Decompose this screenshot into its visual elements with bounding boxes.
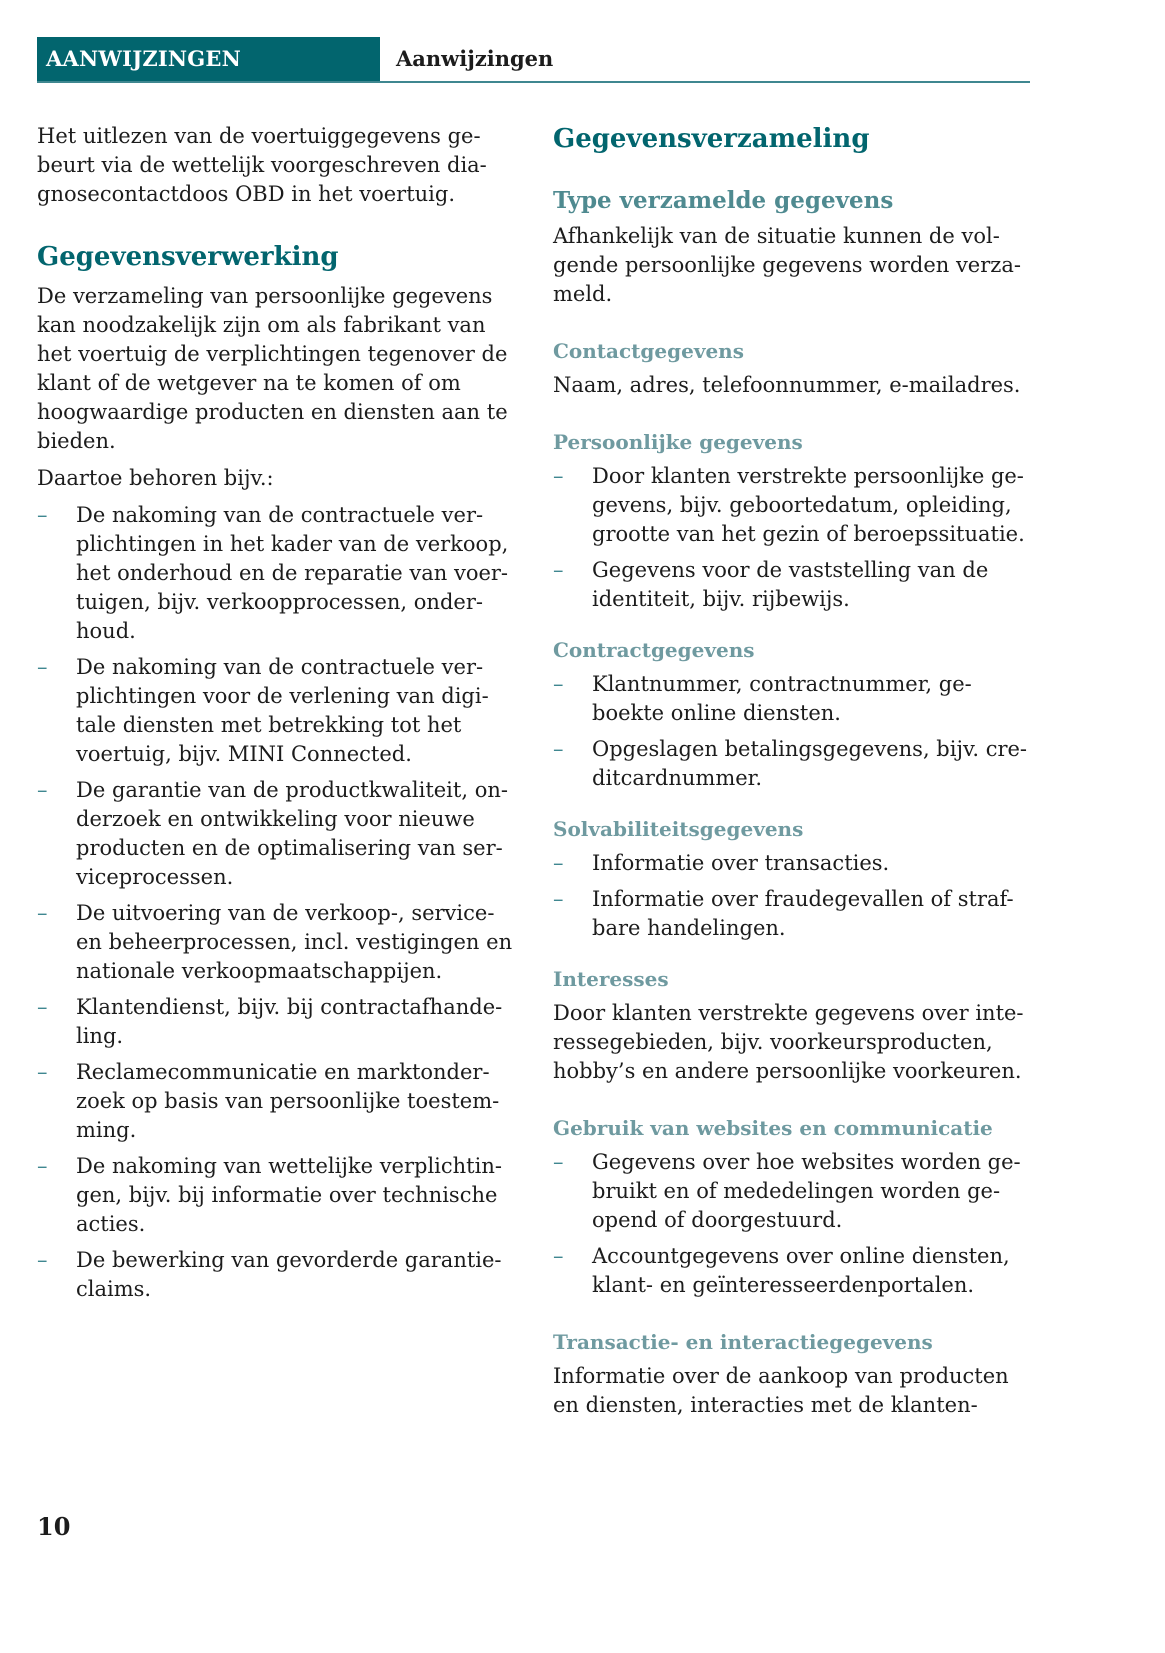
list-item <box>553 462 1038 549</box>
dash-bullet: – <box>37 1248 48 1272</box>
section-label: AANWIJZINGEN <box>37 37 380 81</box>
dash-bullet: – <box>553 851 564 875</box>
dash-bullet: – <box>553 1150 564 1174</box>
list-item-text: De garantie van de productkwaliteit, on- derzoek en ontwikkeling voor nieuwe producten en de optimalisering van ser- viceprocessen. <box>76 778 508 889</box>
heading-gegevensverwerking: Gegevensverwerking <box>37 242 339 272</box>
heading-contract: Contractgegevens <box>553 638 755 662</box>
heading-solvency: Solvabiliteitsgegevens <box>553 817 804 841</box>
dash-bullet: – <box>553 672 564 696</box>
dash-bullet: – <box>553 737 564 761</box>
interests-text: Door klanten verstrekte gegevens over inte- ressegebieden, bijv. voorkeursproducten, hobby’s en andere persoonlijke voorkeuren. <box>553 1001 1024 1083</box>
list-item-text: Klantendienst, bijv. bij contractafhande- ling. <box>76 995 503 1048</box>
dash-bullet: – <box>553 464 564 488</box>
list-item-text: Informatie over fraudegevallen of straf- bare handelingen. <box>592 887 1014 940</box>
lead-text: Daartoe behoren bijv.: <box>37 466 274 490</box>
list-item <box>553 849 1038 878</box>
list-item <box>553 735 1038 793</box>
transactions-text: Informatie over de aankoop van producten en diensten, interacties met de klanten- <box>553 1364 1009 1417</box>
page-number: 10 <box>37 1512 71 1541</box>
list-item-text: De nakoming van de contractuele ver- plichtingen voor de verlening van digi- tale diensten met betrekking tot het voertuig, bijv. MINI Connected. <box>76 655 489 766</box>
processing-paragraph: De verzameling van persoonlijke gegevens kan noodzakelijk zijn om als fabrikant van het voertuig de verplichtingen tegenover de klant of de wetgever na te komen of om hoogwaardige producten en diensten aan te bieden. <box>37 284 508 453</box>
list-item <box>553 1148 1038 1235</box>
contract-list <box>553 670 1038 793</box>
dash-bullet: – <box>553 887 564 911</box>
header-title: Aanwijzingen <box>396 46 554 71</box>
websites-list <box>553 1148 1038 1300</box>
personal-list <box>553 462 1038 614</box>
list-item-text: Gegevens over hoe websites worden ge- bruikt en of mededelingen worden ge- opend of doorgestuurd. <box>592 1150 1021 1232</box>
intro-paragraph: Het uitlezen van de voertuiggegevens ge- beurt via de wettelijk voorgeschreven dia- gnosecontactdoos OBD in het voertuig. <box>37 124 487 206</box>
list-item <box>37 1246 522 1304</box>
list-item-text: Reclamecommunicatie en marktonder- zoek op basis van persoonlijke toestem- ming. <box>76 1060 500 1142</box>
dash-bullet: – <box>37 778 48 802</box>
heading-gegevensverzameling: Gegevensverzameling <box>553 124 870 154</box>
right-column <box>553 122 1038 1420</box>
list-item <box>37 1152 522 1239</box>
list-item-text: De nakoming van wettelijke verplichtin- gen, bijv. bij informatie over technische acties. <box>76 1154 502 1236</box>
processing-list <box>37 501 522 1304</box>
list-item <box>553 1242 1038 1300</box>
heading-interests: Interesses <box>553 967 669 991</box>
dash-bullet: – <box>553 1244 564 1268</box>
list-item <box>37 776 522 892</box>
list-item-text: Door klanten verstrekte persoonlijke ge- gevens, bijv. geboortedatum, opleiding, grootte van het gezin of beroepssituatie. <box>592 464 1025 546</box>
solvency-list <box>553 849 1038 943</box>
list-item-text: Informatie over transacties. <box>592 851 890 875</box>
list-item <box>37 993 522 1051</box>
dash-bullet: – <box>37 1060 48 1084</box>
dash-bullet: – <box>37 655 48 679</box>
left-column <box>37 122 522 1311</box>
heading-contact: Contactgegevens <box>553 339 744 363</box>
list-item <box>37 653 522 769</box>
list-item-text: Klantnummer, contractnummer, ge- boekte online diensten. <box>592 672 972 725</box>
list-item-text: Accountgegevens over online diensten, klant- en geïnteresseerdenportalen. <box>592 1244 1010 1297</box>
list-item <box>553 556 1038 614</box>
list-item-text: Opgeslagen betalingsgegevens, bijv. cre- ditcardnummer. <box>592 737 1028 790</box>
page-header <box>37 37 1030 83</box>
heading-websites: Gebruik van websites en communicatie <box>553 1116 993 1140</box>
list-item <box>553 885 1038 943</box>
list-item-text: De uitvoering van de verkoop-, service- en beheerprocessen, incl. vestigingen en nationale verkoopmaatschappijen. <box>76 901 513 983</box>
list-item-text: De nakoming van de contractuele ver- plichtingen in het kader van de verkoop, het onderhoud en de reparatie van voer- tuigen, bijv. verkoopprocessen, onder- houd. <box>76 503 509 643</box>
dash-bullet: – <box>37 995 48 1019</box>
dash-bullet: – <box>553 558 564 582</box>
list-item-text: De bewerking van gevorderde garantie- claims. <box>76 1248 502 1301</box>
heading-personal: Persoonlijke gegevens <box>553 430 803 454</box>
dash-bullet: – <box>37 901 48 925</box>
list-item <box>37 501 522 646</box>
list-item-text: Gegevens voor de vaststelling van de identiteit, bijv. rijbewijs. <box>592 558 989 611</box>
list-item <box>37 899 522 986</box>
contact-text: Naam, adres, telefoonnummer, e-mailadres. <box>553 373 1021 397</box>
list-item <box>553 670 1038 728</box>
list-item <box>37 1058 522 1145</box>
subheading-type: Type verzamelde gegevens <box>553 187 894 214</box>
heading-transactions: Transactie- en interactiegegevens <box>553 1330 933 1354</box>
dash-bullet: – <box>37 503 48 527</box>
type-intro: Afhankelijk van de situatie kunnen de vol- gende persoonlijke gegevens worden verza- meld. <box>553 224 1021 306</box>
dash-bullet: – <box>37 1154 48 1178</box>
